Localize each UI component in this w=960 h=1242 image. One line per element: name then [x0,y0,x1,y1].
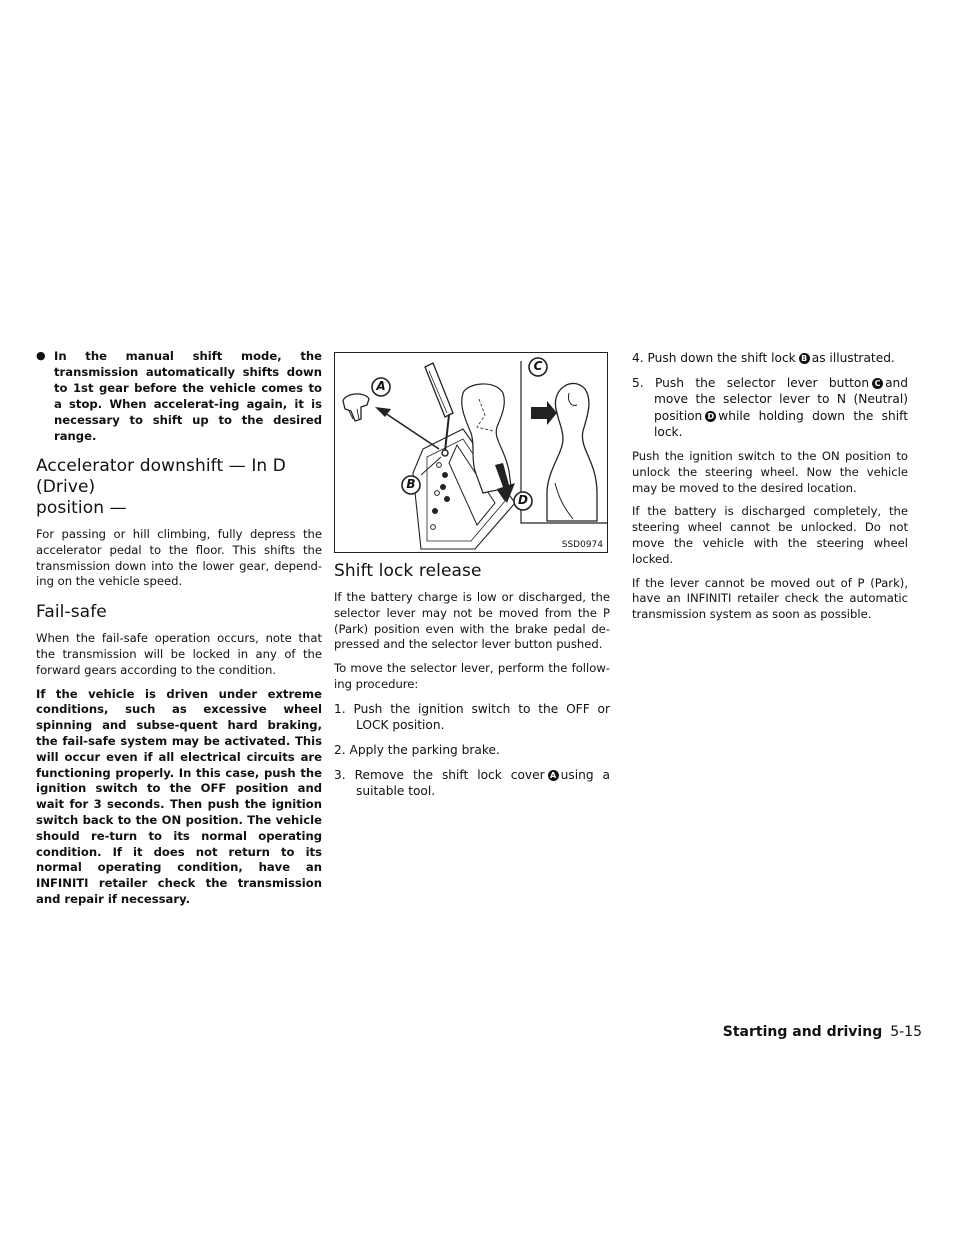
left-column [36,348,322,908]
step-2: 2. Apply the parking brake. [334,742,500,757]
page-number: 5-15 [890,1024,922,1040]
step-3: 3. Remove the shift lock cover A using a suitable tool. [334,767,610,799]
section-title: Starting and driving [722,1024,883,1040]
heading-accelerator-downshift [36,456,322,519]
label-a: A [376,379,386,393]
heading-shift-lock-release: Shift lock release [334,561,482,581]
steps-list-continued [632,350,908,441]
heading-line-1: Accelerator downshift — In D (Drive) [36,456,286,497]
step-5: 5. Push the selector lever button C and move the selector lever to N (Neutral) position D while holding down the shift lock. [632,375,908,440]
bullet-text: In the manual shift mode, the transmission automatically shifts down to 1st gear before the vehicle comes to a stop. When accelerat-ing again, it is necessary to shift up to the desired range. [54,349,322,443]
heading-fail-safe: Fail-safe [36,602,107,623]
fail-safe-paragraph: When the fail-safe operation occurs, note that the transmission will be locked in any of the forward gears according to the condition. [36,631,322,677]
figure-code: SSD0974 [561,540,603,550]
step-1: 1. Push the ignition switch to the OFF or LOCK position. [334,701,610,733]
circle-a-icon: A [548,770,559,781]
label-c: C [533,359,543,373]
circle-c-icon: C [872,378,883,389]
shift-lock-paragraph-2: To move the selector lever, perform the follow-ing procedure: [334,661,610,691]
accelerator-paragraph: For passing or hill climbing, fully depress the accelerator pedal to the floor. This shifts the transmission down into the lower gear, depend-ing on the vehicle speed. [36,527,322,589]
heading-line-2: position — [36,498,127,518]
middle-column [334,352,610,800]
label-d: D [518,493,528,507]
page-footer [723,1024,922,1040]
circle-b-icon: B [799,353,810,364]
retailer-paragraph: If the lever cannot be moved out of P (Park), have an INFINITI retailer check the automatic transmission system as soon as possible. [632,575,908,622]
circle-d-icon: D [705,411,716,422]
bullet-item [36,348,322,444]
steps-list [334,701,610,800]
discharged-paragraph: If the battery is discharged completely, the steering wheel cannot be unlocked. Do not move the vehicle with the steering wheel locked. [632,504,908,566]
unlock-paragraph: Push the ignition switch to the ON position to unlock the steering wheel. Now the vehicle may be moved to the desired location. [632,448,908,495]
fail-safe-bold-paragraph: If the vehicle is driven under extreme conditions, such as excessive wheel spinning and subse-quent hard braking, the fail-safe system may be activated. This will occur even if all electrical circuits are functioning properly. In this case, push the ignition switch to the OFF position and wait for 3 seconds. Then push the ignition switch back to the ON position. The vehicle should re-turn to its normal operating condition. If it does not return to its normal operating condition, have an INFINITI retailer check the transmission and repair if necessary. [36,686,322,906]
label-b: B [406,477,416,491]
step-4: 4. Push down the shift lock B as illustrated. [632,351,895,365]
right-column [632,350,908,623]
shift-lock-illustration [334,352,608,553]
shift-lock-paragraph-1: If the battery charge is low or discharged, the selector lever may not be moved from the P (Park) position even with the brake pedal de-pressed and the selector lever button pushed. [334,590,610,652]
bullet-dot-icon: ● [36,349,46,362]
